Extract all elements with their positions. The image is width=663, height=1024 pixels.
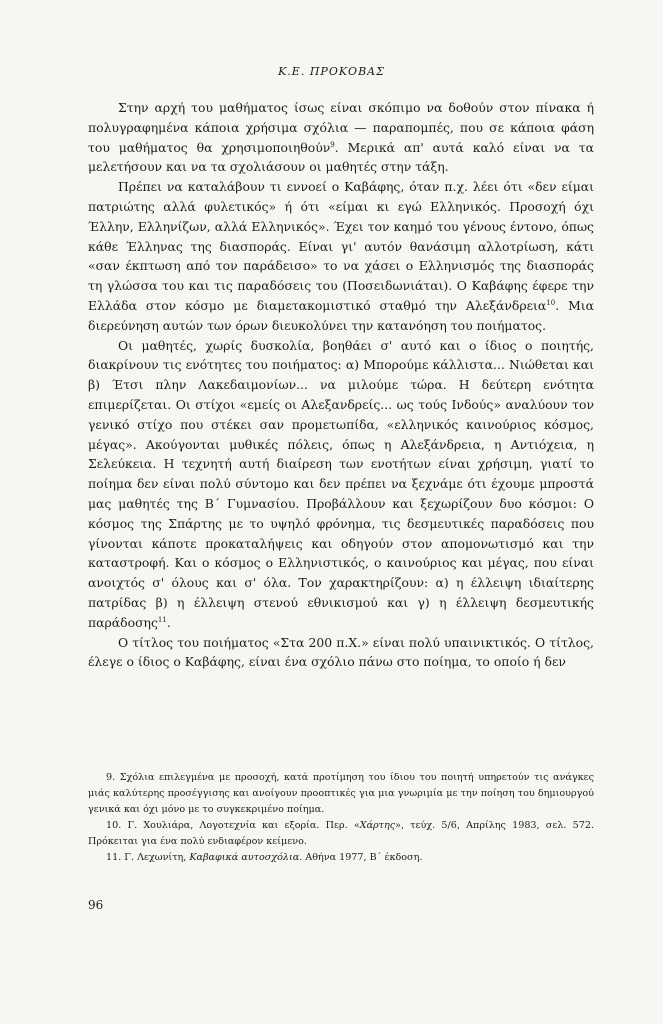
paragraph-text: . Μερικά απ' αυτά καλό είναι να τα μελετήσουν και να τα σχολιάσουν οι μαθητές στην τάξη. — [88, 139, 594, 175]
footnote — [88, 770, 594, 818]
footnotes — [88, 770, 594, 866]
paragraph-text: . — [166, 614, 171, 630]
paragraph-text: Στην αρχή του μαθήματος ίσως είναι σκόπιμο να δοθούν στον πίνακα ή πολυγραφημένα κάποια χρήσιμα σχόλια — παραπομπές, που σε κάποια φάση του μαθήματος θα χρησιμοποιηθούν — [88, 100, 594, 155]
footnote-text: 9. Σχόλια επιλεγμένα με προσοχή, κατά προτίμηση του ίδιου του ποιητή υπηρετούν τις ανάγκες μιάς καλύτερης προσέγγισης και ανοίγουν προοπτικές για μια γνωριμία με την ποίηση του δημιουργού γενικά και όχι μόνο με το συγκεκριμένο ποίημα. — [88, 772, 594, 815]
running-head: Κ.Ε. ΠΡΟΚΟΒΑΣ — [278, 65, 385, 78]
paragraph — [88, 98, 594, 177]
paragraph-text: . Μια διερεύνηση αυτών των όρων διευκολύνει την κατανόηση του ποιήματος. — [88, 297, 594, 333]
footnote-text: 10. Γ. Χουλιάρα, Λογοτεχνία και εξορία. Περ. « — [106, 820, 360, 831]
footnote-ref[interactable]: 11 — [157, 615, 167, 624]
footnote-text: 11. Γ. Λεχωνίτη, — [106, 852, 190, 863]
footnote-text: », τεύχ. 5/6, Απρίλης 1983, σελ. 572. Πρόκειται για ένα πολύ ενδιαφέρον κείμενο. — [88, 820, 594, 847]
paragraph-text: Οι μαθητές, χωρίς δυσκολία, βοηθάει σ' αυτό και ο ίδιος ο ποιητής, διακρίνουν τις ενότητες του ποιήματος: α) Μπορούμε κάλλιστα... Νιώθεται και β) Έτσι πλην Λακεδαιμονίων... να μιλούμε τώρα. Η δεύτερη ενότητα επιμερίζεται. Οι στίχοι «εμείς οι Αλεξανδρείς... ως τούς Ινδούς» αναλύουν τον γενικό στίχο που στέκει σαν προμετωπίδα, «ελληνικός καινούριος κόσμος, μέγας». Ακούγονται μυθικές πόλεις, όπως η Αλεξάνδρεια, η Αντιόχεια, η Σελεύκεια. Η τεχνητή αυτή διαίρεση των ενοτήτων είναι χρήσιμη, γιατί το ποίημα δεν είναι πολύ σύντομο και δεν πρέπει να ξεχνάμε ότι έχουμε μπροστά μας μαθητές της Β΄ Γυμνασίου. Προβάλλουν και ξεχωρίζουν δυο κόσμοι: Ο κόσμος της Σπάρτης με το υψηλό φρόνημα, τις δεσμευτικές παραδόσεις που γίνονται κάποτε προκαταλήψεις και οδηγούν στον απομονωτισμό και την καταστροφή. Και ο κόσμος ο Ελληνιστικός, ο καινούριος και μέγας, που είναι ανοιχτός σ' όλους και σ' όλα. Τον χαρακτηρίζουν: α) η έλλειψη ιδιαίτερης πατρίδας β) η έλλειψη στενού εθνικισμού και γ) η έλλειψη δεσμευτικής παράδοσης — [88, 337, 594, 630]
footnote-ref[interactable]: 10 — [546, 298, 556, 307]
footnote-italic: Χάρτης — [359, 820, 396, 831]
paragraph — [88, 633, 594, 673]
paragraph — [88, 336, 594, 633]
footnote-italic: Καβαφικά αυτοσχόλια — [189, 852, 300, 863]
footnote — [88, 850, 594, 866]
paragraph-text: Ο τίτλος του ποιήματος «Στα 200 π.Χ.» είναι πολύ υπαινικτικός. Ο τίτλος, έλεγε ο ίδιος ο Καβάφης, είναι ένα σχόλιο πάνω στο ποίημα, το οποίο ή δεν — [88, 634, 594, 670]
paragraph-text: Πρέπει να καταλάβουν τι εννοεί ο Καβάφης, όταν π.χ. λέει ότι «δεν είμαι πατριώτης αλλά φυλετικός» ή ότι «είμαι κι εγώ Ελληνικός. Προσοχή όχι Έλλην, Ελληνίζων, αλλά Ελληνικός». Έχει τον καημό του γένους έντονο, όπως κάθε Έλληνας της διασποράς. Είναι γι' αυτόν θανάσιμη αλλοτρίωση, κάτι «σαν έκπτωση από τον παράδεισο» το να χάσει ο Ελληνισμός της διασποράς τη γλώσσα του και τις παραδόσεις του (Ποσειδωνιάται). Ο Καβάφης έφερε την Ελλάδα στον κόσμο με διαμετακομιστικό σταθμό την Αλεξάνδρεια — [88, 179, 594, 313]
footnote-ref[interactable]: 9 — [330, 140, 335, 149]
page-number: 96 — [88, 898, 104, 912]
footnote — [88, 818, 594, 850]
paragraph — [88, 177, 594, 335]
body-text — [88, 98, 594, 672]
footnote-text: . Αθήνα 1977, Β΄ έκδοση. — [299, 852, 423, 863]
